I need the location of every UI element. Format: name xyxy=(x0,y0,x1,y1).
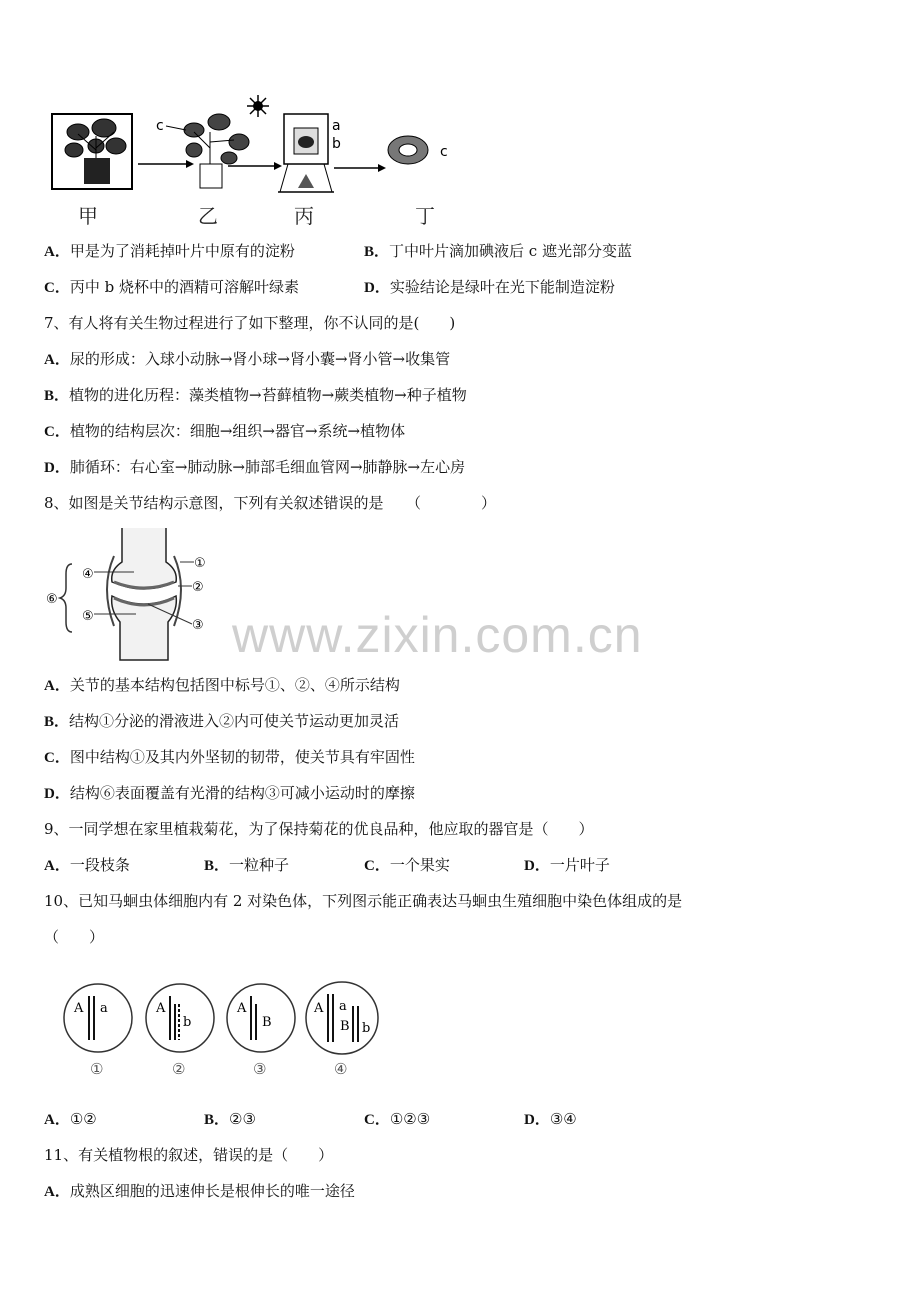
cell3-number: ③ xyxy=(253,1060,267,1078)
joint-label-5: ⑤ xyxy=(82,609,94,624)
label-c-1: c xyxy=(156,118,164,134)
q8-option-a: A．关节的基本结构包括图中标号①、②、④所示结构 xyxy=(44,676,400,694)
cell4-number: ④ xyxy=(334,1060,348,1078)
q8-option-d: D．结构⑥表面覆盖有光滑的结构③可减小运动时的摩擦 xyxy=(44,784,415,802)
q11-stem: 11、有关植物根的叙述，错误的是（ ） xyxy=(44,1146,334,1164)
caption-ding: 丁 xyxy=(415,204,435,228)
cell2-label-a: A xyxy=(156,1001,166,1016)
label-c-2: c xyxy=(440,144,448,160)
q6-option-b: B．丁中叶片滴加碘液后 c 遮光部分变蓝 xyxy=(364,242,632,260)
label-a: a xyxy=(332,118,341,134)
chromosome-figure-drawing xyxy=(62,976,402,1080)
joint-label-4: ④ xyxy=(82,567,94,582)
joint-diagram xyxy=(44,526,224,664)
q7-stem: 7、有人将有关生物过程进行了如下整理，你不认同的是( ) xyxy=(44,314,456,332)
q7-option-c: C．植物的结构层次：细胞→组织→器官→系统→植物体 xyxy=(44,422,406,440)
cell4-label-a-lower: a xyxy=(339,999,347,1014)
q9-stem: 9、一同学想在家里植栽菊花，为了保持菊花的优良品种，他应取的器官是（ ） xyxy=(44,820,594,838)
cell3-label-a: A xyxy=(237,1001,247,1016)
q10-stem: 10、已知马蛔虫体细胞内有 2 对染色体，下列图示能正确表达马蛔虫生殖细胞中染色体组成的是 xyxy=(44,892,683,910)
q10-option-a: A．①② xyxy=(44,1110,97,1128)
caption-bing: 丙 xyxy=(294,204,314,228)
experiment-figure xyxy=(44,92,464,227)
joint-label-2: ② xyxy=(192,580,204,595)
cell3-label-b: B xyxy=(262,1015,272,1030)
joint-label-3: ③ xyxy=(192,618,204,633)
experiment-figure-drawing xyxy=(44,92,464,227)
q10-paren: （ ） xyxy=(44,928,105,946)
joint-label-1: ① xyxy=(194,556,206,571)
joint-label-6: ⑥ xyxy=(46,592,58,607)
cell1-label-a-upper: A xyxy=(74,1001,84,1016)
q7-option-d: D．肺循环：右心室→肺动脉→肺部毛细血管网→肺静脉→左心房 xyxy=(44,458,466,476)
cell1-label-a-lower: a xyxy=(100,1001,108,1016)
q8-stem: 8、如图是关节结构示意图，下列有关叙述错误的是 （ ） xyxy=(44,494,497,512)
chromosome-figure xyxy=(62,976,402,1080)
caption-yi: 乙 xyxy=(198,204,218,228)
q6-option-a: A．甲是为了消耗掉叶片中原有的淀粉 xyxy=(44,242,295,260)
q7-option-b: B．植物的进化历程：藻类植物→苔藓植物→蕨类植物→种子植物 xyxy=(44,386,467,404)
q6-option-d: D．实验结论是绿叶在光下能制造淀粉 xyxy=(364,278,615,296)
cell2-number: ② xyxy=(172,1060,186,1078)
q9-option-c: C．一个果实 xyxy=(364,856,450,874)
q6-option-c: C．丙中 b 烧杯中的酒精可溶解叶绿素 xyxy=(44,278,299,296)
q11-option-a: A．成熟区细胞的迅速伸长是根伸长的唯一途径 xyxy=(44,1182,355,1200)
watermark: www.zixin.com.cn xyxy=(232,607,643,663)
label-b: b xyxy=(332,136,341,152)
q10-option-d: D．③④ xyxy=(524,1110,577,1128)
q10-option-c: C．①②③ xyxy=(364,1110,431,1128)
cell2-label-b: b xyxy=(183,1015,192,1030)
q9-option-a: A．一段枝条 xyxy=(44,856,130,874)
cell1-number: ① xyxy=(90,1060,104,1078)
q9-option-d: D．一片叶子 xyxy=(524,856,610,874)
caption-jia: 甲 xyxy=(78,204,98,228)
cell4-label-b-lower: b xyxy=(362,1021,371,1036)
q8-option-b: B．结构①分泌的滑液进入②内可使关节运动更加灵活 xyxy=(44,712,400,730)
q8-option-c: C．图中结构①及其内外坚韧的韧带，使关节具有牢固性 xyxy=(44,748,415,766)
cell4-label-a-upper: A xyxy=(314,1001,324,1016)
q7-option-a: A．尿的形成：入球小动脉→肾小球→肾小囊→肾小管→收集管 xyxy=(44,350,451,368)
q9-option-b: B．一粒种子 xyxy=(204,856,290,874)
q10-option-b: B．②③ xyxy=(204,1110,256,1128)
cell4-label-b-upper: B xyxy=(340,1019,350,1034)
joint-diagram-drawing xyxy=(44,526,224,664)
